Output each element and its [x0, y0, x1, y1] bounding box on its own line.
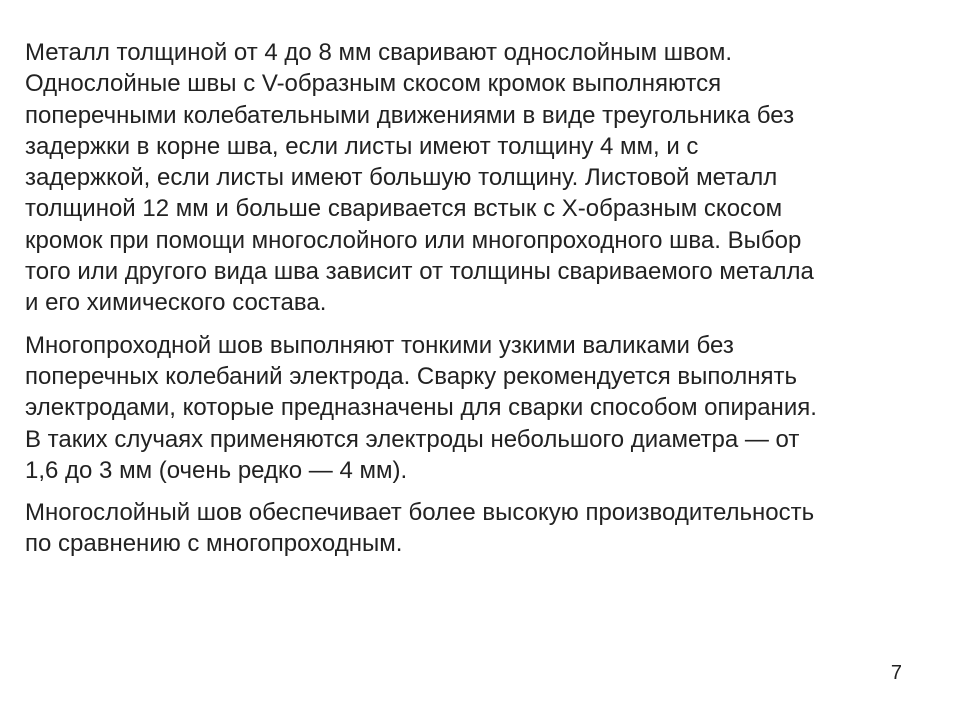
paragraph-multi-pass-weld: Многопроходной шов выполняют тонкими узкими валиками без поперечных колебаний электрода. Сварку рекомендуется выполнять электродами, которые предназначены для сварки способом опирания. В таких случаях применяются электроды небольшого диаметра — от 1,6 до 3 мм (очень редко — 4 мм).	[25, 331, 817, 484]
paragraph-single-layer-weld: Металл толщиной от 4 до 8 мм сваривают однослойным швом. Однослойные швы с V-образным скосом кромок выполняются поперечными колебательными движениями в виде треугольника без задержки в корне шва, если листы имеют толщину 4 мм, и с задержкой, если листы имеют большую толщину. Листовой металл толщиной 12 мм и больше сваривается встык с Х-образным скосом кромок при помощи многослойного или многопроходного шва. Выбор того или другого вида шва зависит от толщины свариваемого металла и его химического состава.	[25, 39, 814, 317]
slide-body	[25, 37, 930, 571]
paragraph-multi-layer-weld: Многослойный шов обеспечивает более высокую производительность по сравнению с многопроходным.	[25, 499, 815, 558]
page-number: 7	[890, 662, 902, 684]
